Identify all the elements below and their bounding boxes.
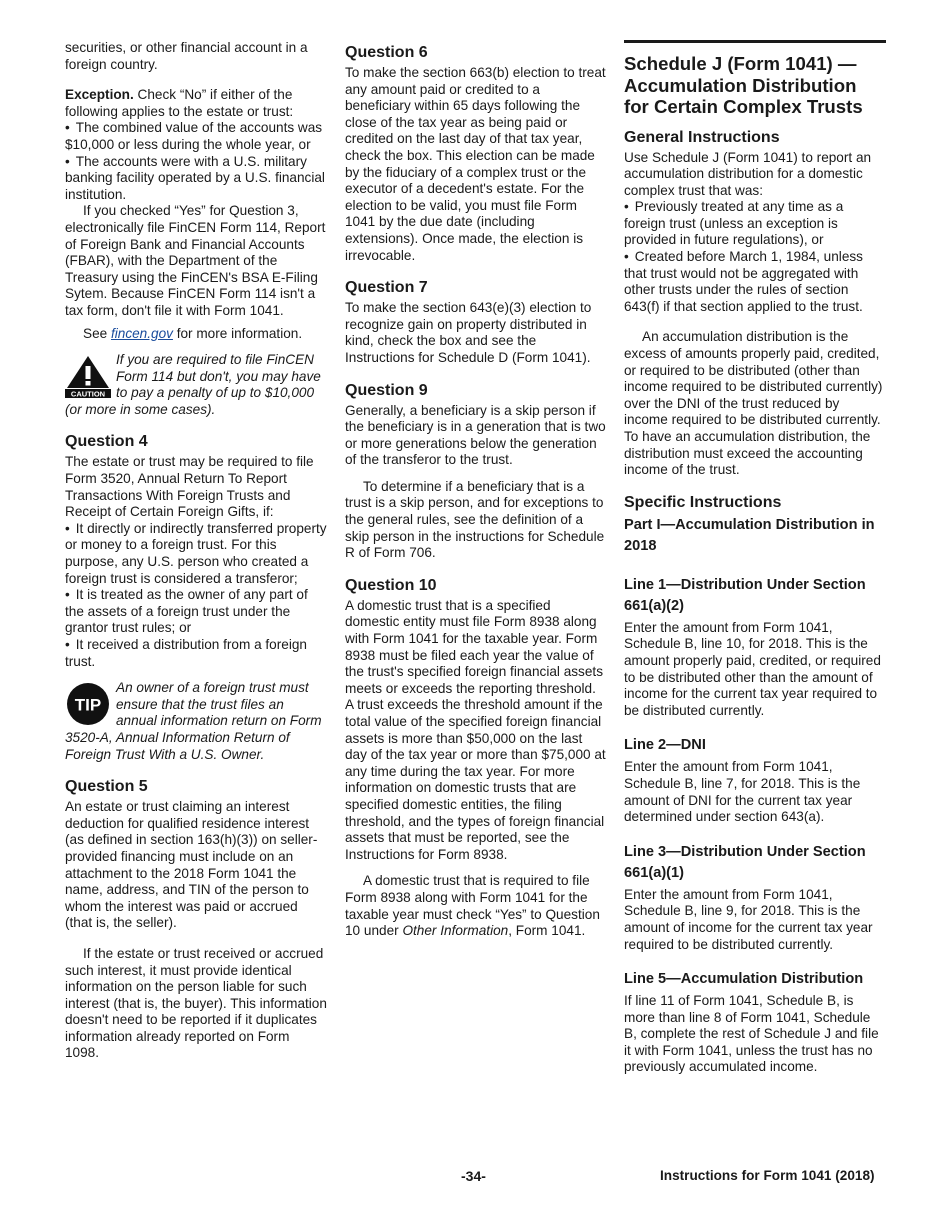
question-10-heading: Question 10 (345, 576, 437, 594)
specific-instructions-heading: Specific Instructions (624, 493, 782, 511)
paragraph (345, 873, 607, 939)
bullet-item: • It directly or indirectly transferred property or money to a foreign trust. For this purpose, any U.S. person who created a foreign trust is considered a transferor; (65, 521, 327, 587)
paragraph: Enter the amount from Form 1041, Schedule B, line 7, for 2018. This is the amount of DNI for the current tax year determined under section 643(a). (624, 759, 861, 825)
paragraph: Enter the amount from Form 1041, Schedule B, line 9, for 2018. This is the amount of income for the current tax year required to be distributed currently. (624, 886, 873, 952)
question-6-heading: Question 6 (345, 44, 428, 61)
paragraph: To make the section 663(b) election to treat any amount paid or credited to a beneficiary within 65 days following the close of the tax year as being paid or credited on the last day of that tax year, check the box. This election can be made by the fiduciary of a complex trust or the executor of a decedent's estate. For the election to be valid, you must file Form 1041 by the due date (including extensions). Once made, the election is irrevocable. (345, 65, 606, 263)
paragraph: An estate or trust claiming an interest deduction for qualified residence interest (as defined in section 163(h)(3)) on seller-provided financing must include on an attachment to the 2018 Form 1041 the name, address, and TIN of the person to whom the interest was paid or accrued (that is, the seller). (65, 799, 318, 931)
paragraph: Enter the amount from Form 1041, Schedule B, line 10, for 2018. This is the amount properly paid, credited, or required to be distributed other than the amount of income for the current tax year required to be distributed currently. (624, 619, 881, 718)
exception-label: Exception. (65, 87, 134, 103)
see-fincen-line (65, 326, 327, 343)
text-run: A domestic trust that is required to file Form 8938 along with Form 1041 for the taxable year must check “Yes” to Question 10 under (345, 873, 600, 939)
exception-text: Check “No” if either of the following applies to the estate or trust: (65, 87, 294, 119)
paragraph: If you checked “Yes” for Question 3, electronically file FinCEN Form 114, Report of Foreign Bank and Financial Accounts (FBAR), with the Department of the Treasury using the FinCEN's BSA E-Filing Sytem. Because FinCEN Form 114 isn't a tax form, don't file it with Form 1041. (65, 203, 326, 318)
text-run: , Form 1041. (508, 923, 586, 939)
column-left (65, 40, 327, 1062)
column-right (624, 40, 886, 1076)
bullet-item: • It is treated as the owner of any part of the assets of a foreign trust under the grantor trust rules; or (65, 587, 327, 637)
paragraph: Generally, a beneficiary is a skip person if the beneficiary is in a generation that is two or more generations below the generation of the transferor to the trust. (345, 402, 606, 468)
bullet-item: • The combined value of the accounts was $10,000 or less during the whole year, or (65, 120, 327, 153)
paragraph: If the estate or trust received or accrued such interest, it must provide identical information on the person liable for such interest (that is, the buyer). This information doesn't need to be reported if it duplicates information already reported on Form 1098. (65, 945, 327, 1061)
page-number: -34- (461, 1168, 486, 1184)
line-2-heading: Line 2—DNI (624, 737, 706, 754)
see-text-after: for more information. (176, 325, 303, 341)
general-instructions-heading: General Instructions (624, 128, 780, 146)
fincen-link[interactable]: fincen.gov (110, 325, 173, 341)
see-text: See (83, 325, 108, 341)
footer-document-title: Instructions for Form 1041 (2018) (660, 1168, 875, 1183)
caution-note (65, 352, 327, 418)
tip-label: TIP (74, 695, 102, 715)
question-5-heading: Question 5 (65, 778, 148, 796)
paragraph: To make the section 643(e)(3) election to recognize gain on property distributed in kind, check the box and see the Instructions for Schedule D (Form 1041). (345, 300, 592, 365)
emphasis-text: Other Information (402, 923, 509, 939)
paragraph: An accumulation distribution is the excess of amounts properly paid, credited, or required to be distributed (other than income required to be distributed currently) over the DNI of the trust reduced by income required to be distributed currently. To have an accumulation distribution, the distribution must exceed the accounting income of the trust. (624, 329, 883, 478)
bullet-item: • Previously treated at any time as a foreign trust (unless an exception is provided in future regulations), or (624, 199, 886, 249)
bullet-item: • It received a distribution from a foreign trust. (65, 637, 327, 670)
paragraph: If line 11 of Form 1041, Schedule B, is more than line 8 of Form 1041, Schedule B, complete the rest of Schedule J and file it with Form 1041, unless the trust has no previously accumulated income. (624, 993, 879, 1075)
paragraph: securities, or other financial account in a foreign country. (65, 40, 308, 72)
caution-text: If you are required to file FinCEN Form 114 but don't, you may have to pay a penalty of up to $10,000 (or more in some cases). (65, 352, 321, 417)
bullet-item: • Created before March 1, 1984, unless that trust would not be aggregated with other trusts under the rules of section 643(f) if that section applied to the trust. (624, 249, 886, 315)
tip-text: An owner of a foreign trust must ensure that the trust files an annual information return on Form 3520-A, Annual Information Return of Foreign Trust With a U.S. Owner. (65, 680, 322, 762)
caution-icon (65, 354, 111, 398)
paragraph: The estate or trust may be required to file Form 3520, Annual Return To Report Transactions With Foreign Trusts and Receipt of Certain Foreign Gifts, if: (65, 454, 314, 520)
bullet-item: • The accounts were with a U.S. military banking facility operated by a U.S. financial institution. (65, 154, 327, 204)
paragraph: A domestic trust that is a specified domestic entity must file Form 8938 along with Form 1041 for the taxable year. Form 8938 must be filed each year the value of the trust's specified foreign financial assets meets or exceeds the reporting threshold. A trust exceeds the threshold amount if the total value of the specified foreign financial assets is more than $50,000 on the last day of the tax year or more than $75,000 at any time during the tax year. For more information on domestic trusts that are specified domestic entities, the filing threshold, and the types of foreign financial assets that must be reported, see the Instructions for Form 8938. (345, 597, 606, 862)
tip-note (65, 680, 327, 763)
paragraph: Use Schedule J (Form 1041) to report an accumulation distribution for a domestic complex trust that was: (624, 149, 872, 198)
exception-paragraph (65, 87, 327, 120)
paragraph: To determine if a beneficiary that is a trust is a skip person, and for exceptions to the general rules, see the definition of a skip person in the instructions for Schedule R of Form 706. (345, 478, 605, 561)
caution-label: CAUTION (70, 389, 106, 399)
part-1-heading: Part I—Accumulation Distribution in 2018 (624, 516, 875, 554)
line-3-heading: Line 3—Distribution Under Section 661(a)(1) (624, 843, 866, 881)
section-title: Schedule J (Form 1041) — Accumulation Distribution for Certain Complex Trusts (624, 40, 886, 118)
line-5-heading: Line 5—Accumulation Distribution (624, 971, 864, 988)
tip-icon (65, 682, 111, 726)
line-1-heading: Line 1—Distribution Under Section 661(a)(2) (624, 576, 866, 614)
question-4-heading: Question 4 (65, 433, 148, 451)
question-9-heading: Question 9 (345, 381, 428, 399)
question-7-heading: Question 7 (345, 279, 428, 297)
column-middle (345, 40, 607, 940)
